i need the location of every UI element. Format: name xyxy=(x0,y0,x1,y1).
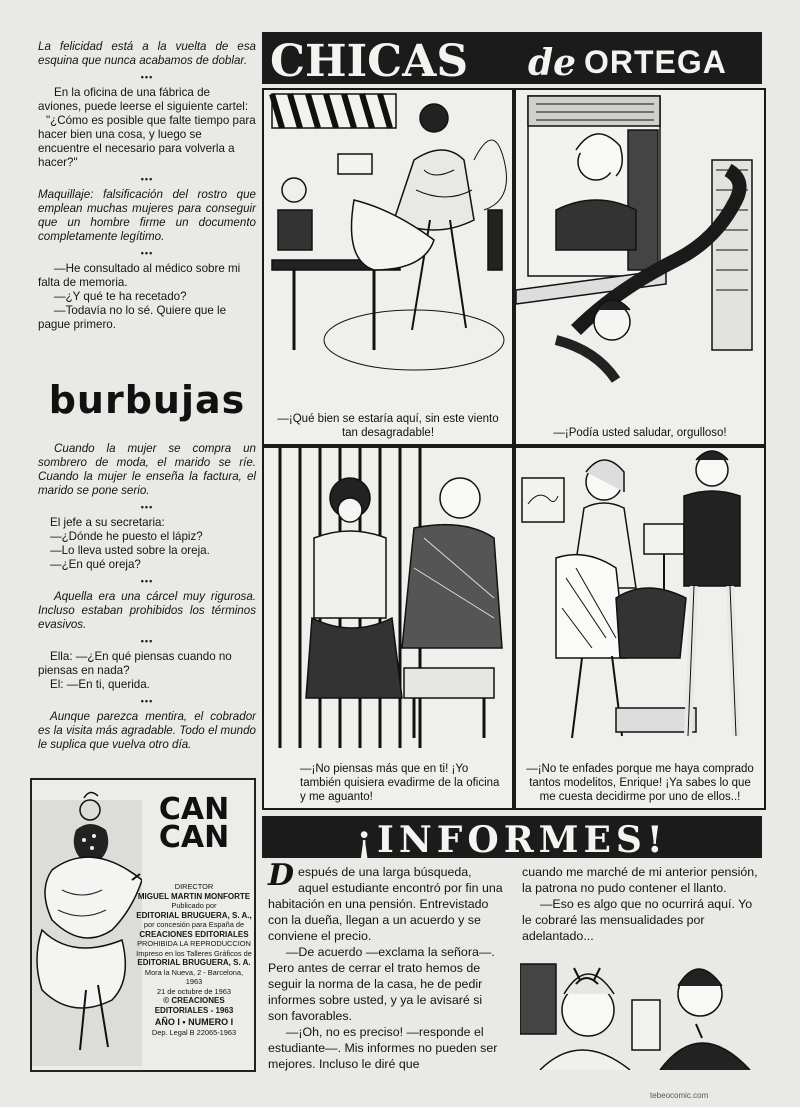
informes-illustration xyxy=(520,960,760,1070)
comic-panel-1 xyxy=(262,88,514,446)
joke-8: Ella: —¿En qué piensas cuando no piensas en nada? El: —En ti, querida. xyxy=(38,650,232,691)
title-de: de xyxy=(528,42,577,84)
panel-1-illustration xyxy=(264,90,512,390)
title-chicas: CHICAS xyxy=(270,36,469,87)
panel-2-illustration xyxy=(516,90,764,400)
panel-1-caption: —¡Qué bien se estaría aquí, sin este viento tan desagradable! xyxy=(277,413,499,439)
panel-4-illustration xyxy=(516,448,764,748)
dropcap: D xyxy=(268,858,295,893)
joke-3: Maquillaje: falsificación del rostro que emplean muchas mujeres para conseguir que un hombre firme un documento completamente legítimo. xyxy=(38,188,256,243)
section-title-burbujas: burbujas xyxy=(48,378,246,422)
jokes-column-lower xyxy=(38,442,256,756)
joke-2: En la oficina de una fábrica de aviones, puede leerse el siguiente cartel: "¿Cómo es posible que falte tiempo para hacer bien una cosa, y luego se encuentre el necesario para volverla a hacer?" xyxy=(38,86,256,169)
joke-7: Aquella era una cárcel muy rigurosa. Incluso estaban prohibidos los términos evasivos. xyxy=(38,590,256,631)
cancan-logo: CAN CAN xyxy=(158,792,230,855)
separator: ••• xyxy=(140,636,154,646)
separator: ••• xyxy=(140,696,154,706)
informes-title-banner xyxy=(262,816,762,861)
jokes-column xyxy=(38,40,256,336)
comic-panel-4 xyxy=(514,446,766,810)
separator: ••• xyxy=(140,248,154,258)
separator: ••• xyxy=(140,576,154,586)
informes-text-col-2: cuando me marché de mi anterior pensión, la patrona no pudo contener el llanto. —Eso es algo que no ocurrirá aquí. Yo le cobraré las mensualidades por adelantado... xyxy=(522,865,758,943)
comic-panel-3 xyxy=(262,446,514,810)
informes-text-col-1: Después de una larga búsqueda, aquel estudiante encontró por fin una habitación en una pensión. Entrevistado con la dueña, llegan a un acuerdo y se conviene el precio. —De acuerdo —exclama la señora—. Pero antes de cerrar el trato hemos de seguir la norma de la casa, he de pedir informes sobre usted, y ya le avisaré si son favorables. —¡Oh, no es preciso! —responde el estudiante—. Mis informes no pueden ser mejores. Incluso le diré que xyxy=(268,858,503,1071)
separator: ••• xyxy=(140,502,154,512)
comic-title-banner xyxy=(262,32,762,87)
joke-1: La felicidad está a la vuelta de esa esquina que nunca acabamos de doblar. xyxy=(38,40,256,67)
comic-panel-2 xyxy=(514,88,766,446)
cancan-masthead xyxy=(30,778,256,1072)
informes-title: ¡INFORMES! xyxy=(356,819,668,861)
title-ortega: ORTEGA xyxy=(584,44,727,80)
separator: ••• xyxy=(140,72,154,82)
joke-9: Aunque parezca mentira, el cobrador es la visita más agradable. Todo el mundo le suplica que vuelva otro día. xyxy=(38,710,256,751)
panel-2-caption: —¡Podía usted saludar, orgulloso! xyxy=(553,427,727,439)
separator: ••• xyxy=(140,174,154,184)
credits: DIRECTOR MIGUEL MARTIN MONFORTE Publicado por EDITORIAL BRUGUERA, S. A., por concesión para España de CREACIONES EDITORIALES PROHIBIDA LA REPRODUCCION Impreso en los Talleres Gráficos de EDITORIAL BRUGUERA, S. A. Mora la Nueva, 2 - Barcelona, 1963 21 de octubre de 1963 © CREACIONES EDITORIALES - 1963 AÑO I • NUMERO I Dep. Legal B 22065-1963 xyxy=(136,882,252,1037)
dancer-illustration xyxy=(32,780,142,1066)
watermark: tebeocomic.com xyxy=(650,1091,709,1100)
joke-5: Cuando la mujer se compra un sombrero de moda, el marido se ríe. Cuando la mujer le enseña la factura, el marido se pone serio. xyxy=(38,442,256,497)
panel-3-caption: —¡No piensas más que en ti! ¡Yo también quisiera evadirme de la oficina y me aguanto! xyxy=(300,763,500,803)
joke-4: —He consultado al médico sobre mi falta de memoria. —¿Y qué te ha recetado? —Todavía no lo sé. Quiere que le pague primero. xyxy=(38,262,241,331)
panel-4-caption: —¡No te enfades porque me haya comprado tantos modelitos, Enrique! ¡Ya sabes lo que me cuesta decidirme por uno de ellos..! xyxy=(526,763,754,803)
panel-3-illustration xyxy=(264,448,512,748)
joke-6: El jefe a su secretaria: —¿Dónde he puesto el lápiz? —Lo lleva usted sobre la oreja. —¿En qué oreja? xyxy=(50,516,210,571)
